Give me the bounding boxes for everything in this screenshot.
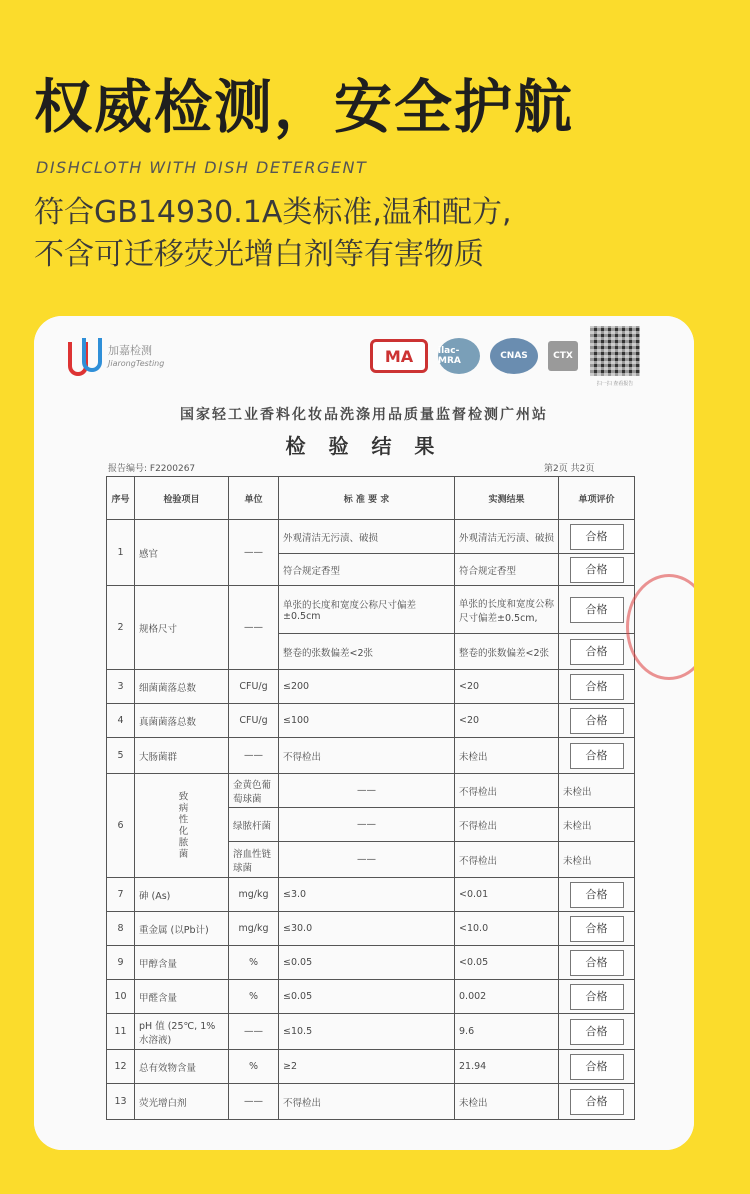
cell-unit: —— bbox=[279, 842, 455, 878]
table-row bbox=[107, 586, 635, 634]
cell-no: 1 bbox=[107, 520, 135, 586]
cell-no: 9 bbox=[107, 946, 135, 980]
qr-code-icon[interactable] bbox=[590, 326, 640, 376]
cell-no: 13 bbox=[107, 1084, 135, 1120]
cell-evaluation bbox=[559, 912, 635, 946]
cell-item: 甲醇含量 bbox=[135, 946, 229, 980]
cell-evaluation bbox=[559, 586, 635, 634]
table-row bbox=[107, 704, 635, 738]
lab-logo-name: 加嘉检测 bbox=[108, 344, 152, 357]
cell-unit: —— bbox=[229, 586, 279, 670]
cell-requirement: ≤0.05 bbox=[279, 946, 455, 980]
table-row bbox=[107, 670, 635, 704]
cell-evaluation bbox=[559, 1050, 635, 1084]
col-header-no: 序号 bbox=[107, 477, 135, 520]
headline: 权威检测，安全护航 bbox=[34, 73, 575, 141]
cell-item: 砷 (As) bbox=[135, 878, 229, 912]
cell-requirement: 不得检出 bbox=[279, 1084, 455, 1120]
accreditation-seals bbox=[370, 338, 578, 374]
cell-requirement: ≤100 bbox=[279, 704, 455, 738]
cell-requirement: 符合规定香型 bbox=[279, 554, 455, 586]
cell-result: 未检出 bbox=[455, 738, 559, 774]
cell-unit: —— bbox=[279, 808, 455, 842]
cell-no: 5 bbox=[107, 738, 135, 774]
col-header-requirement: 标 准 要 求 bbox=[279, 477, 455, 520]
cell-requirement: 单张的长度和宽度公称尺寸偏差±0.5cm bbox=[279, 586, 455, 634]
cell-result: 未检出 bbox=[559, 808, 635, 842]
cell-sub-item: 绿脓杆菌 bbox=[229, 808, 279, 842]
table-header-row bbox=[107, 477, 635, 520]
cell-evaluation bbox=[559, 554, 635, 586]
col-header-result: 实测结果 bbox=[455, 477, 559, 520]
cell-evaluation bbox=[559, 704, 635, 738]
ctx-seal-icon: CTX bbox=[548, 341, 578, 371]
cell-unit: % bbox=[229, 980, 279, 1014]
certificate-card bbox=[34, 316, 694, 1150]
col-header-unit: 单位 bbox=[229, 477, 279, 520]
pass-badge: 合格 bbox=[570, 639, 624, 665]
table-row bbox=[107, 878, 635, 912]
cnas-seal-icon: CNAS bbox=[490, 338, 538, 374]
cell-evaluation bbox=[559, 520, 635, 554]
cell-evaluation bbox=[559, 1014, 635, 1050]
pass-badge: 合格 bbox=[570, 524, 624, 550]
cell-result: 未检出 bbox=[559, 774, 635, 808]
pass-badge: 合格 bbox=[570, 743, 624, 769]
cell-no: 12 bbox=[107, 1050, 135, 1084]
cell-unit: mg/kg bbox=[229, 878, 279, 912]
cell-unit: CFU/g bbox=[229, 670, 279, 704]
cell-unit: —— bbox=[279, 774, 455, 808]
description bbox=[34, 192, 714, 276]
description-line-1: 符合GB14930.1A类标准,温和配方, bbox=[34, 195, 512, 230]
cell-unit: —— bbox=[229, 1014, 279, 1050]
cell-requirement: ≤3.0 bbox=[279, 878, 455, 912]
cell-no: 6 bbox=[107, 774, 135, 878]
cell-result: 符合规定香型 bbox=[455, 554, 559, 586]
table-row bbox=[107, 738, 635, 774]
cell-requirement: 不得检出 bbox=[455, 808, 559, 842]
cell-no: 11 bbox=[107, 1014, 135, 1050]
certificate-paper bbox=[34, 316, 694, 1150]
red-stamp bbox=[626, 574, 694, 680]
cell-result: 9.6 bbox=[455, 1014, 559, 1050]
cell-unit: —— bbox=[229, 520, 279, 586]
subtitle-english: DISHCLOTH WITH DISH DETERGENT bbox=[36, 158, 368, 177]
results-table bbox=[106, 476, 635, 1120]
cell-result: <10.0 bbox=[455, 912, 559, 946]
cell-result: <0.05 bbox=[455, 946, 559, 980]
cell-result: 0.002 bbox=[455, 980, 559, 1014]
pass-badge: 合格 bbox=[570, 882, 624, 908]
cell-result: <0.01 bbox=[455, 878, 559, 912]
cell-requirement: 整卷的张数偏差<2张 bbox=[279, 634, 455, 670]
pass-badge: 合格 bbox=[570, 1019, 624, 1045]
cell-unit: —— bbox=[229, 738, 279, 774]
cell-item: 规格尺寸 bbox=[135, 586, 229, 670]
cell-result: 未检出 bbox=[559, 842, 635, 878]
table-row bbox=[107, 1050, 635, 1084]
cell-result: <20 bbox=[455, 704, 559, 738]
cell-no: 10 bbox=[107, 980, 135, 1014]
cell-item: 重金属 (以Pb计) bbox=[135, 912, 229, 946]
pass-badge: 合格 bbox=[570, 1089, 624, 1115]
cell-no: 4 bbox=[107, 704, 135, 738]
cell-result: 外观清洁无污渍、破损 bbox=[455, 520, 559, 554]
table-row bbox=[107, 980, 635, 1014]
cell-result: <20 bbox=[455, 670, 559, 704]
qr-label: 扫一扫 查看报告 bbox=[596, 381, 634, 387]
cell-item: 大肠菌群 bbox=[135, 738, 229, 774]
cell-requirement: 不得检出 bbox=[279, 738, 455, 774]
cell-sub-item: 金黄色葡萄球菌 bbox=[229, 774, 279, 808]
cell-item: pH 值 (25℃, 1%水溶液) bbox=[135, 1014, 229, 1050]
cell-result: 单张的长度和宽度公称尺寸偏差±0.5cm, bbox=[455, 586, 559, 634]
cell-item: 感官 bbox=[135, 520, 229, 586]
cell-no: 2 bbox=[107, 586, 135, 670]
col-header-evaluation: 单项评价 bbox=[559, 477, 635, 520]
lab-logo bbox=[64, 338, 164, 376]
cell-requirement: ≥2 bbox=[279, 1050, 455, 1084]
cell-sub-item: 溶血性链球菌 bbox=[229, 842, 279, 878]
cell-requirement: ≤200 bbox=[279, 670, 455, 704]
cell-evaluation bbox=[559, 634, 635, 670]
table-row bbox=[107, 1014, 635, 1050]
cma-seal-icon: MA bbox=[370, 339, 428, 373]
cell-unit: CFU/g bbox=[229, 704, 279, 738]
description-line-2: 不含可迁移荧光增白剂等有害物质 bbox=[34, 237, 484, 272]
cell-result: 21.94 bbox=[455, 1050, 559, 1084]
cell-item: 总有效物含量 bbox=[135, 1050, 229, 1084]
report-number: 报告编号: F2200267 bbox=[108, 464, 196, 474]
cell-no: 7 bbox=[107, 878, 135, 912]
cell-no: 3 bbox=[107, 670, 135, 704]
table-row bbox=[107, 774, 635, 808]
col-header-item: 检验项目 bbox=[135, 477, 229, 520]
lab-logo-icon bbox=[64, 338, 102, 376]
cell-requirement: 不得检出 bbox=[455, 842, 559, 878]
cell-item: 真菌菌落总数 bbox=[135, 704, 229, 738]
cell-evaluation bbox=[559, 946, 635, 980]
pass-badge: 合格 bbox=[570, 597, 624, 623]
pass-badge: 合格 bbox=[570, 557, 624, 583]
cell-unit: —— bbox=[229, 1084, 279, 1120]
cell-no: 8 bbox=[107, 912, 135, 946]
cell-evaluation bbox=[559, 1084, 635, 1120]
pass-badge: 合格 bbox=[570, 674, 624, 700]
cell-item: 致病性化脓菌 bbox=[135, 774, 229, 878]
cell-evaluation bbox=[559, 670, 635, 704]
cell-unit: % bbox=[229, 1050, 279, 1084]
cell-requirement: ≤0.05 bbox=[279, 980, 455, 1014]
pass-badge: 合格 bbox=[570, 1054, 624, 1080]
cell-item: 细菌菌落总数 bbox=[135, 670, 229, 704]
cell-result: 未检出 bbox=[455, 1084, 559, 1120]
lab-logo-en: JiarongTesting bbox=[108, 359, 165, 368]
table-row bbox=[107, 912, 635, 946]
cell-item: 荧光增白剂 bbox=[135, 1084, 229, 1120]
pass-badge: 合格 bbox=[570, 916, 624, 942]
document-title: 检 验 结 果 bbox=[285, 434, 443, 458]
page-number: 第2页 共2页 bbox=[544, 464, 595, 474]
cell-evaluation bbox=[559, 738, 635, 774]
institution-name: 国家轻工业香料化妆品洗涤用品质量监督检测广州站 bbox=[180, 407, 548, 423]
pass-badge: 合格 bbox=[570, 708, 624, 734]
table-row bbox=[107, 1084, 635, 1120]
cell-unit: % bbox=[229, 946, 279, 980]
cell-requirement: ≤30.0 bbox=[279, 912, 455, 946]
table-row bbox=[107, 946, 635, 980]
cell-evaluation bbox=[559, 878, 635, 912]
cell-requirement: 外观清洁无污渍、破损 bbox=[279, 520, 455, 554]
table-row bbox=[107, 520, 635, 554]
cell-result: 整卷的张数偏差<2张 bbox=[455, 634, 559, 670]
cell-requirement: 不得检出 bbox=[455, 774, 559, 808]
cell-evaluation bbox=[559, 980, 635, 1014]
cell-requirement: ≤10.5 bbox=[279, 1014, 455, 1050]
pass-badge: 合格 bbox=[570, 984, 624, 1010]
cell-unit: mg/kg bbox=[229, 912, 279, 946]
cell-item: 甲醛含量 bbox=[135, 980, 229, 1014]
ilac-seal-icon: ilac-MRA bbox=[438, 338, 480, 374]
pass-badge: 合格 bbox=[570, 950, 624, 976]
